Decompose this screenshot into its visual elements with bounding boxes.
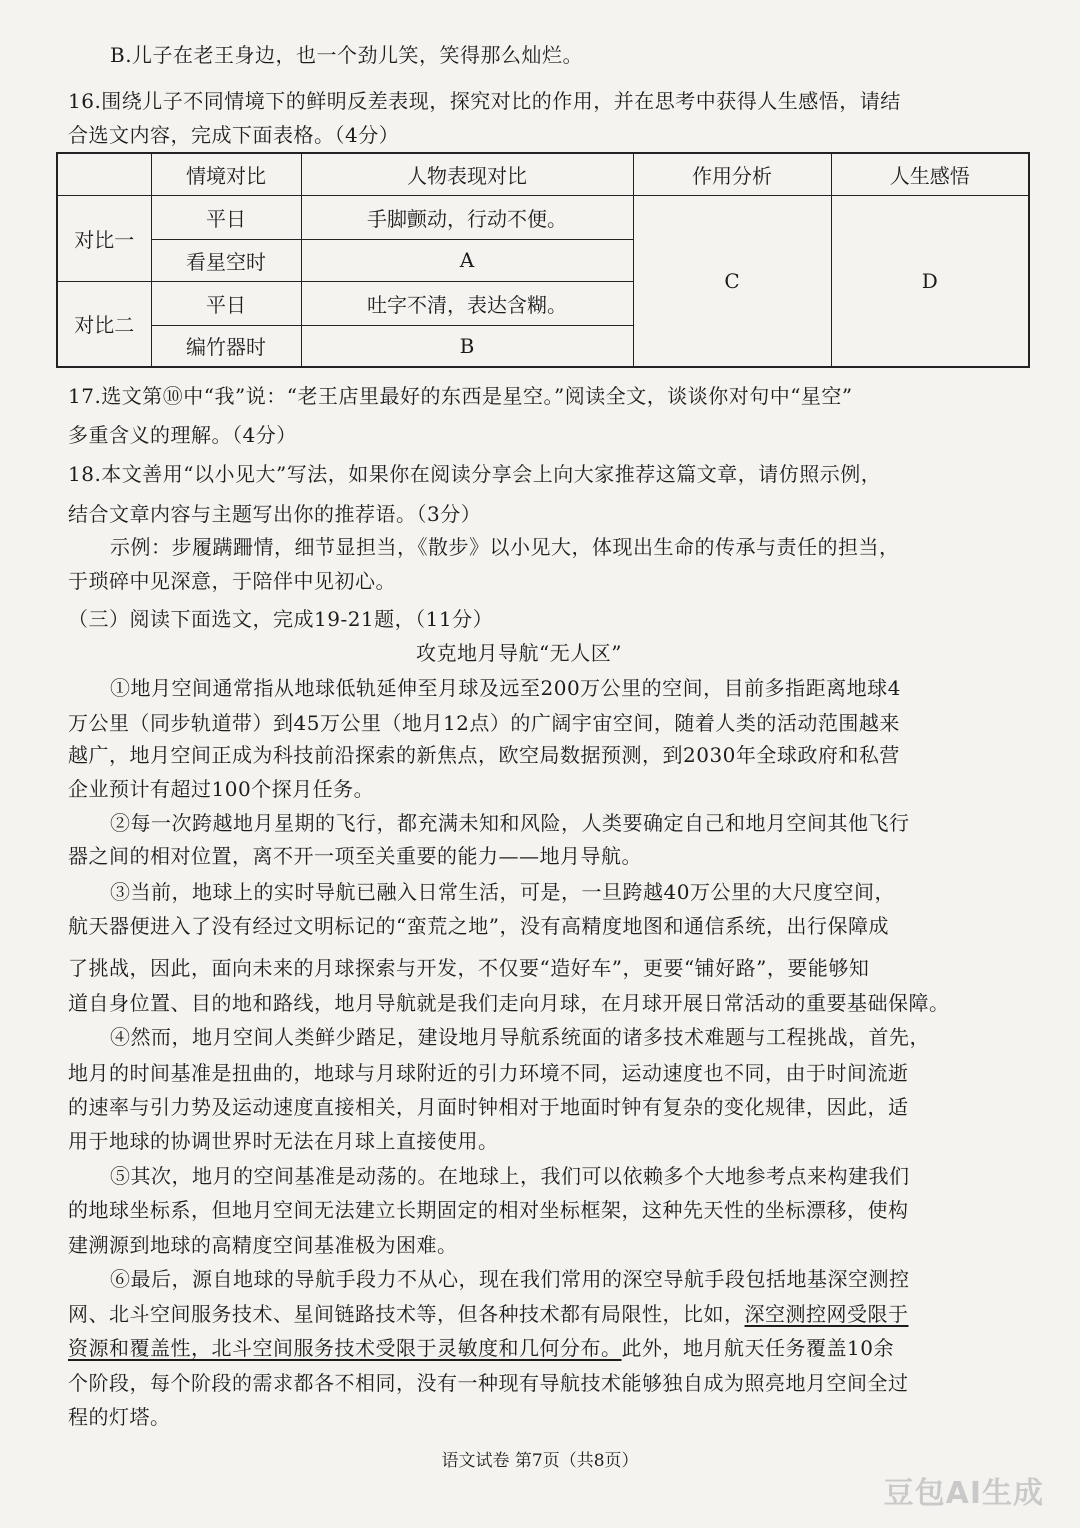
q18-line-2: 结合文章内容与主题写出你的推荐语。（3分）: [68, 502, 482, 526]
group2-label: 对比二: [57, 281, 151, 367]
table-header-blank: [57, 153, 151, 195]
passage-line: 道自身位置、目的地和路线，地月导航就是我们走向月球，在月球开展日常活动的重要基础保障。: [68, 991, 950, 1015]
q17-line-2: 多重含义的理解。（4分）: [68, 423, 297, 447]
answer-table: [56, 152, 1030, 368]
passage-line: ④然而，地月空间人类鲜少踏足，建设地月导航系统面的诸多技术难题与工程挑战，首先，: [110, 1025, 930, 1049]
q18-line-1: 18.本文善用“以小见大”写法，如果你在阅读分享会上向大家推荐这篇文章，请仿照示例，: [68, 462, 882, 486]
group1-label: 对比一: [57, 195, 151, 281]
passage-line: ②每一次跨越地月星期的飞行，都充满未知和风险，人类要确定自己和地月空间其他飞行: [110, 811, 910, 835]
table-cell-insight: D: [831, 195, 1029, 367]
passage-line: 万公里（同步轨道带）到45万公里（地月12点）的广阔宇宙空间，随着人类的活动范围越来: [68, 711, 900, 735]
passage-line: 的速率与引力势及运动速度直接相关，月面时钟相对于地面时钟有复杂的变化规律，因此，适: [68, 1095, 909, 1119]
table-cell-situation: 平日: [151, 195, 301, 239]
underlined-sentence: 资源和覆盖性，北斗空间服务技术受限于灵敏度和几何分布。: [68, 1336, 622, 1360]
table-cell-analysis: C: [633, 195, 831, 367]
table-cell-performance: B: [301, 325, 633, 367]
table-cell-performance: 吐字不清，表达含糊。: [301, 281, 633, 325]
passage-line: 程的灯塔。: [68, 1405, 171, 1429]
q16-line-1: 16.围绕儿子不同情境下的鲜明反差表现，探究对比的作用，并在思考中获得人生感悟，请结: [68, 89, 901, 113]
table-cell-situation: 看星空时: [151, 239, 301, 281]
table-cell-situation: 编竹器时: [151, 325, 301, 367]
q17-line-1: 17.选文第⑩中“我”说：“老王店里最好的东西是星空。”阅读全文，谈谈你对句中“星空”: [68, 384, 853, 408]
passage-line: 航天器便进入了没有经过文明标记的“蛮荒之地”，没有高精度地图和通信系统，出行保障成: [68, 914, 889, 938]
passage-line: 了挑战，因此，面向未来的月球探索与开发，不仅要“造好车”，更要“铺好路”，要能够知: [68, 956, 870, 980]
table-cell-performance: A: [301, 239, 633, 281]
table-cell-situation: 平日: [151, 281, 301, 325]
passage-line: 建溯源到地球的高精度空间基准极为困难。: [68, 1233, 458, 1257]
page-footer: 语文试卷 第7页（共8页）: [441, 1451, 639, 1471]
passage-line: ⑥最后，源自地球的导航手段力不从心，现在我们常用的深空导航手段包括地基深空测控: [110, 1267, 910, 1291]
passage-line: 越广，地月空间正成为科技前沿探索的新焦点，欧空局数据预测，到2030年全球政府和私营: [68, 743, 900, 767]
passage-line: ①地月空间通常指从地球低轨延伸至月球及远至200万公里的空间，目前多指距离地球4: [110, 676, 901, 700]
q15-option-b: B.儿子在老王身边，也一个劲儿笑，笑得那么灿烂。: [110, 43, 584, 67]
passage-line: ③当前，地球上的实时导航已融入日常生活，可是，一旦跨越40万公里的大尺度空间，: [110, 880, 895, 904]
passage-line: 个阶段，每个阶段的需求都各不相同，没有一种现有导航技术能够独自成为照亮地月空间全过: [68, 1371, 909, 1395]
passage-text: 网、北斗空间服务技术、星间链路技术等，但各种技术都有局限性，比如，: [68, 1302, 745, 1326]
table-header-performance: 人物表现对比: [301, 153, 633, 195]
table-header-analysis: 作用分析: [633, 153, 831, 195]
table-cell-performance: 手脚颤动，行动不便。: [301, 195, 633, 239]
section-heading: （三）阅读下面选文，完成19-21题，（11分）: [68, 607, 494, 631]
passage-line: [68, 1335, 894, 1361]
passage-text: 此外，地月航天任务覆盖10余: [621, 1336, 894, 1360]
article-title: 攻克地月导航“无人区”: [416, 641, 622, 665]
passage-line: 企业预计有超过100个探月任务。: [68, 777, 375, 801]
passage-line: [68, 1301, 909, 1327]
passage-line: 地月的时间基准是扭曲的，地球与月球附近的引力环境不同，运动速度也不同，由于时间流逝: [68, 1061, 909, 1085]
q18-example-1: 示例：步履蹒跚情，细节显担当，《散步》以小见大，体现出生命的传承与责任的担当，: [110, 535, 900, 559]
table-header-insight: 人生感悟: [831, 153, 1029, 195]
table-header-situation: 情境对比: [151, 153, 301, 195]
underlined-sentence: 深空测控网受限于: [744, 1302, 909, 1326]
ai-watermark: 豆包AI生成: [883, 1476, 1044, 1511]
passage-line: 用于地球的协调世界时无法在月球上直接使用。: [68, 1129, 499, 1153]
passage-line: ⑤其次，地月的空间基准是动荡的。在地球上，我们可以依赖多个大地参考点来构建我们: [110, 1164, 910, 1188]
passage-line: 器之间的相对位置，离不开一项至关重要的能力——地月导航。: [68, 844, 642, 868]
passage-line: 的地球坐标系，但地月空间无法建立长期固定的相对坐标框架，这种先天性的坐标漂移，使构: [68, 1198, 909, 1222]
q18-example-2: 于琐碎中见深意，于陪伴中见初心。: [68, 569, 396, 593]
q16-line-2: 合选文内容，完成下面表格。（4分）: [68, 123, 400, 147]
